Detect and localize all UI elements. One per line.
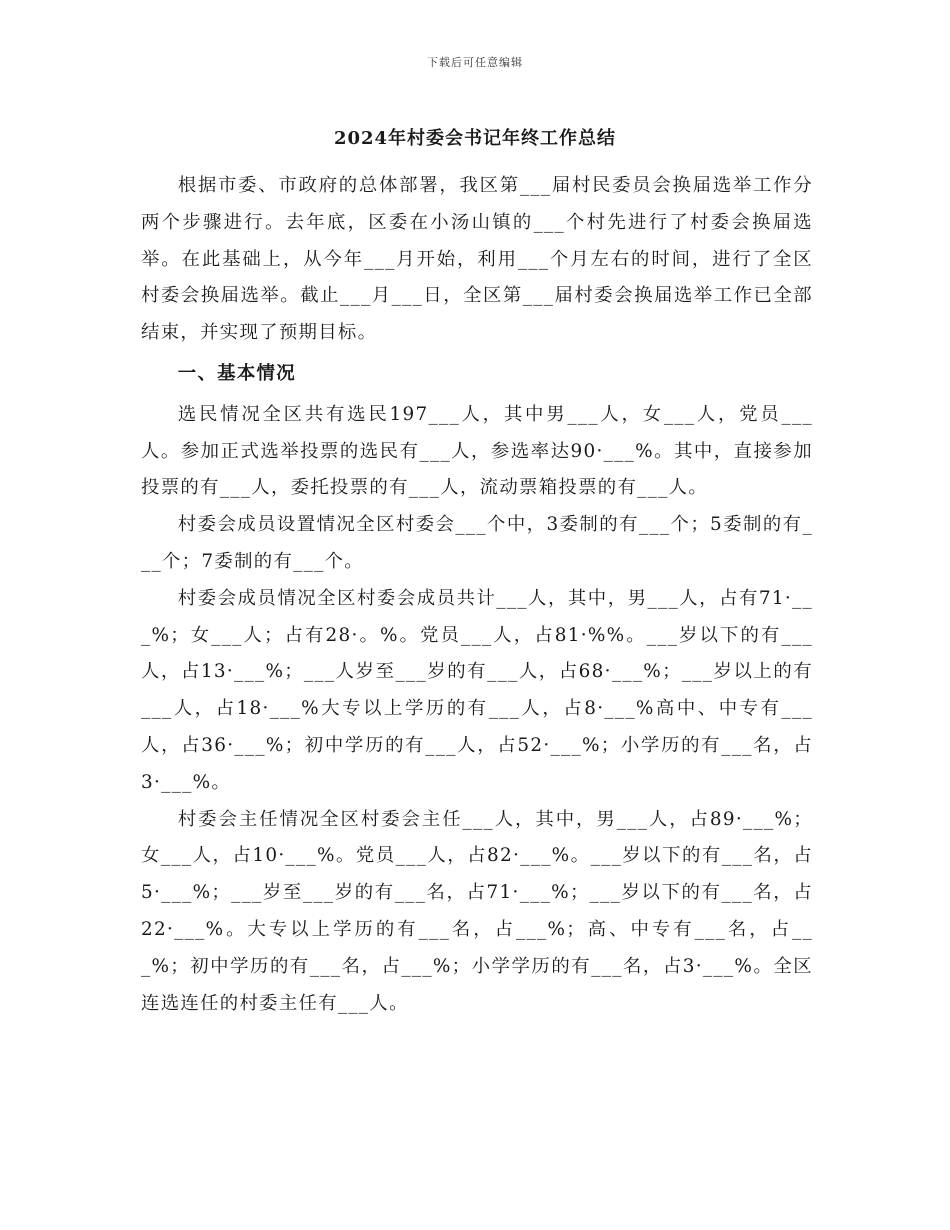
header-note: 下载后可任意编辑 bbox=[427, 56, 523, 69]
paragraph-structure: 村委会成员设置情况全区村委会___个中，3委制的有___个；5委制的有___个；7委制的有___个。 bbox=[141, 514, 813, 572]
section-heading-basic: 一、基本情况 bbox=[177, 362, 296, 384]
paragraph-voters: 选民情况全区共有选民197___人，其中男___人，女___人，党员___人。参加正式选举投票的选民有___人，参选率达90·___%。其中，直接参加投票的有___人，委托投票的有___人，流动票箱投票的有___人。 bbox=[141, 403, 813, 499]
paragraph-members: 村委会成员情况全区村委会成员共计___人，其中，男___人，占有71·___%；女___人；占有28·。%。党员___人，占81·%%。___岁以下的有___人，占13·___%；___人岁至___岁的有___人，占68·___%；___岁以上的有___人，占18·___%大专以上学历的有___人，占8·___%高中、中专有___人，占36·___%；初中学历的有___人，占52·___%；小学历的有___名，占3·___%。 bbox=[141, 587, 813, 793]
paragraph-directors: 村委会主任情况全区村委会主任___人，其中，男___人，占89·___%；女___人，占10·___%。党员___人，占82·___%。___岁以下的有___名，占5·___%；___岁至___岁的有___名，占71·___%；___岁以下的有___名，占22·___%。大专以上学历的有___名，占___%；高、中专有___名，占___%；初中学历的有___名，占___%；小学学历的有___名，占3·___%。全区连选连任的村委主任有___人。 bbox=[141, 808, 813, 1014]
document-body bbox=[141, 168, 813, 1022]
paragraph-intro: 根据市委、市政府的总体部署，我区第___届村民委员会换届选举工作分两个步骤进行。去年底，区委在小汤山镇的___个村先进行了村委会换届选举。在此基础上，从今年___月开始，利用___个月左右的时间，进行了全区村委会换届选举。截止___月___日，全区第___届村委会换届选举工作已全部结束，并实现了预期目标。 bbox=[141, 175, 813, 344]
document-title: 2024年村委会书记年终工作总结 bbox=[333, 128, 617, 149]
